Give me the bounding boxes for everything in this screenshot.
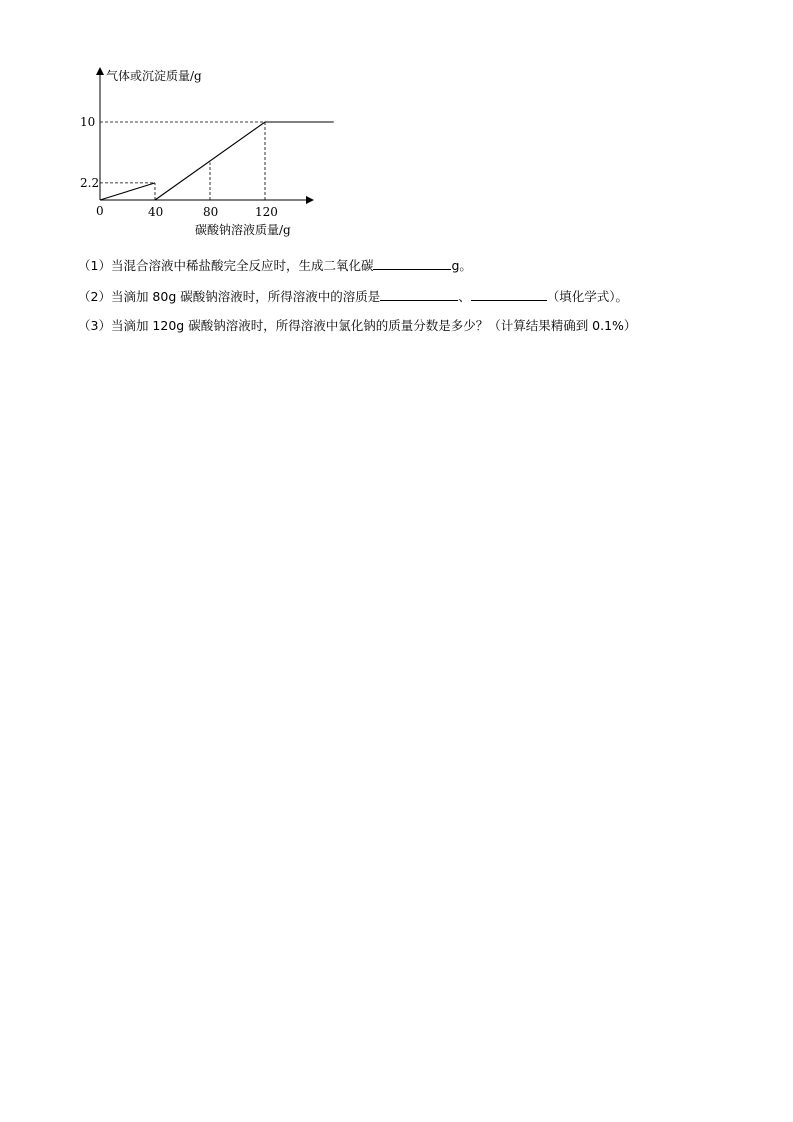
axis-labels (80, 68, 291, 237)
question-3 (78, 318, 636, 334)
question-2-text: （2）当滴加 80g 碳酸钠溶液时，所得溶液中的溶质是 (78, 289, 381, 304)
y-axis-title: 气体或沉淀质量/g (106, 69, 202, 83)
reaction-graph (0, 0, 793, 260)
y-tick-label-10: 10 (80, 115, 96, 129)
question-2 (78, 287, 628, 305)
question-1-unit: g。 (451, 258, 472, 273)
question-1-text: （1）当混合溶液中稀盐酸完全反应时，生成二氧化碳 (78, 258, 374, 273)
question-2-separator: 、 (458, 289, 471, 304)
answer-blank-2a[interactable] (380, 287, 458, 301)
origin-label: 0 (96, 204, 104, 218)
y-tick-label-2-2: 2.2 (80, 175, 100, 190)
answer-blank-2b[interactable] (471, 287, 547, 301)
x-axis-title: 碳酸钠溶液质量/g (195, 223, 291, 237)
x-tick-label-120: 120 (255, 205, 278, 219)
series-line-1 (100, 183, 155, 200)
question-2-note: （填化学式）。 (546, 289, 629, 304)
answer-blank-1[interactable] (373, 256, 451, 270)
question-3-text: （3）当滴加 120g 碳酸钠溶液时，所得溶液中氯化钠的质量分数是多少？（计算结果精确到 0.1%） (78, 318, 637, 333)
data-series (100, 122, 334, 200)
x-tick-label-80: 80 (203, 205, 219, 219)
series-line-2 (155, 122, 334, 200)
guide-lines (100, 122, 265, 200)
axes (100, 68, 313, 200)
x-tick-label-40: 40 (148, 205, 164, 219)
question-1 (78, 256, 472, 274)
